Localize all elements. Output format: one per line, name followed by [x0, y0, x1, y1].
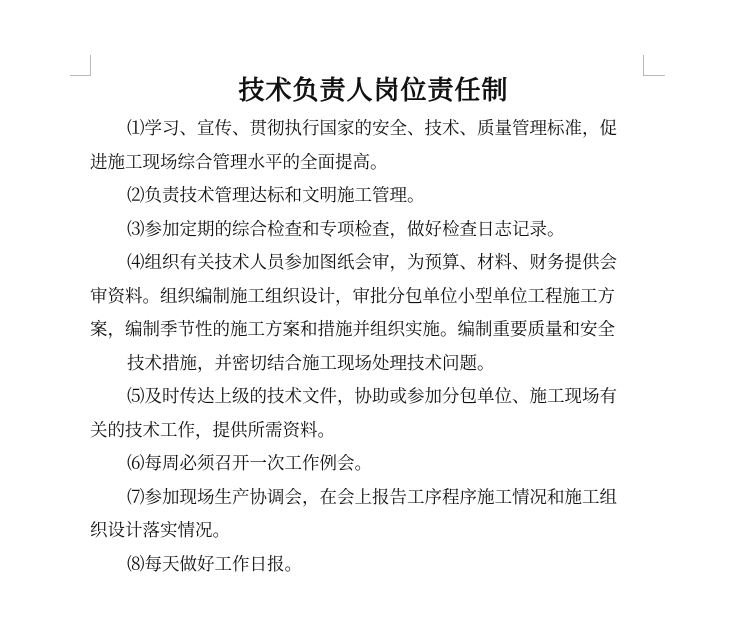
list-item — [90, 214, 646, 248]
text-line: ⑸及时传达上级的技术文件，协助或参加分包单位、施工现场有 — [127, 387, 617, 407]
text-line: ⑹每周必须召开一次工作例会。 — [127, 454, 372, 474]
text-line: ⑷组织有关技术人员参加图纸会审，为预算、材料、财务提供会 — [127, 253, 617, 273]
list-item — [90, 448, 646, 482]
list-item — [90, 549, 646, 583]
text-line: ⑵负责技术管理达标和文明施工管理。 — [127, 186, 425, 206]
text-line: ⑴学习、宣传、贯彻执行国家的安全、技术、质量管理标准，促 — [127, 119, 617, 139]
text-line: 进施工现场综合管理水平的全面提高。 — [90, 152, 388, 173]
text-line: 技术措施，并密切结合施工现场处理技术问题。 — [127, 353, 495, 374]
text-line: 关的技术工作，提供所需资料。 — [90, 420, 335, 441]
text-line: ⑶参加定期的综合检查和专项检查，做好检查日志记录。 — [127, 219, 565, 240]
document-title: 技术负责人岗位责任制 — [238, 76, 509, 106]
text-line: 审资料。组织编制施工组织设计，审批分包单位小型单位工程施工方 — [90, 286, 615, 307]
text-line: ⑺参加现场生产协调会，在会上报告工序程序施工情况和施工组 — [127, 487, 617, 508]
list-item — [90, 247, 646, 381]
text-line: 案，编制季节性的施工方案和措施并组织实施。编制重要质量和安全 — [90, 320, 615, 340]
list-item — [90, 113, 646, 180]
list-item — [90, 482, 646, 549]
document-body — [90, 113, 646, 582]
list-item — [90, 180, 646, 214]
list-item — [90, 381, 646, 448]
text-line: ⑻每天做好工作日报。 — [127, 554, 302, 575]
text-line: 织设计落实情况。 — [90, 521, 230, 541]
